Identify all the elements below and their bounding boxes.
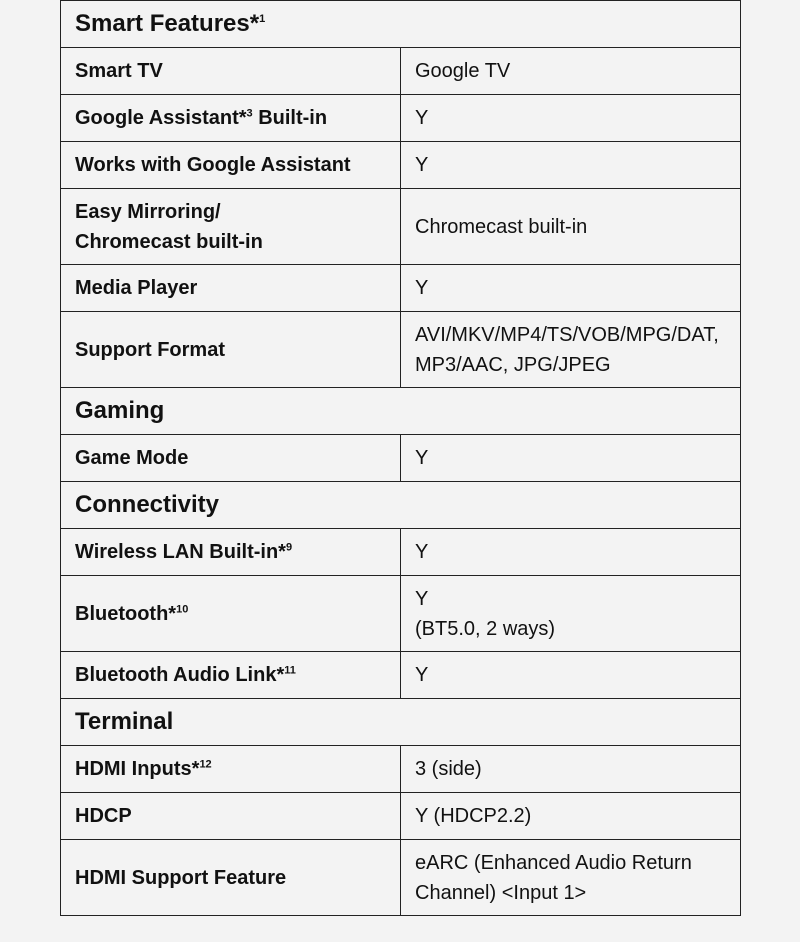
section-header-row (61, 388, 741, 435)
section-title: Gaming (61, 388, 741, 435)
spec-value: Y (401, 265, 741, 312)
spec-row (61, 840, 741, 916)
spec-row (61, 142, 741, 189)
spec-label: Smart TV (61, 48, 401, 95)
spec-label: Game Mode (61, 435, 401, 482)
spec-row (61, 652, 741, 699)
spec-row (61, 95, 741, 142)
spec-row (61, 576, 741, 652)
spec-row (61, 189, 741, 265)
spec-table (60, 0, 741, 916)
spec-row (61, 793, 741, 840)
spec-value: Y (BT5.0, 2 ways) (401, 576, 741, 652)
spec-label: HDMI Inputs*$^{12}$ (61, 746, 401, 793)
section-title: Smart Features*$^1$ (61, 1, 741, 48)
spec-label: Media Player (61, 265, 401, 312)
section-header-row (61, 482, 741, 529)
spec-value: Chromecast built-in (401, 189, 741, 265)
section-header-row (61, 1, 741, 48)
spec-label: Works with Google Assistant (61, 142, 401, 189)
section-header-row (61, 699, 741, 746)
spec-row (61, 265, 741, 312)
spec-value: Y (401, 435, 741, 482)
spec-row (61, 529, 741, 576)
spec-label: Bluetooth Audio Link*$^{11}$ (61, 652, 401, 699)
spec-value: Y (401, 95, 741, 142)
spec-value: Google TV (401, 48, 741, 95)
section-title: Terminal (61, 699, 741, 746)
spec-label: HDMI Support Feature (61, 840, 401, 916)
spec-value: 3 (side) (401, 746, 741, 793)
spec-label: Google Assistant*$^3$ Built-in (61, 95, 401, 142)
spec-label: Easy Mirroring/ Chromecast built-in (61, 189, 401, 265)
spec-value: Y (401, 529, 741, 576)
spec-label: Bluetooth*$^{10}$ (61, 576, 401, 652)
section-title: Connectivity (61, 482, 741, 529)
spec-row (61, 435, 741, 482)
spec-value: Y (HDCP2.2) (401, 793, 741, 840)
spec-value: Y (401, 652, 741, 699)
spec-value: AVI/MKV/MP4/TS/VOB/MPG/DAT, MP3/AAC, JPG/JPEG (401, 312, 741, 388)
spec-label: Wireless LAN Built-in*$^9$ (61, 529, 401, 576)
spec-value: Y (401, 142, 741, 189)
spec-label: Support Format (61, 312, 401, 388)
spec-label: HDCP (61, 793, 401, 840)
spec-row (61, 312, 741, 388)
spec-row (61, 48, 741, 95)
spec-row (61, 746, 741, 793)
spec-value: eARC (Enhanced Audio Return Channel) <Input 1> (401, 840, 741, 916)
